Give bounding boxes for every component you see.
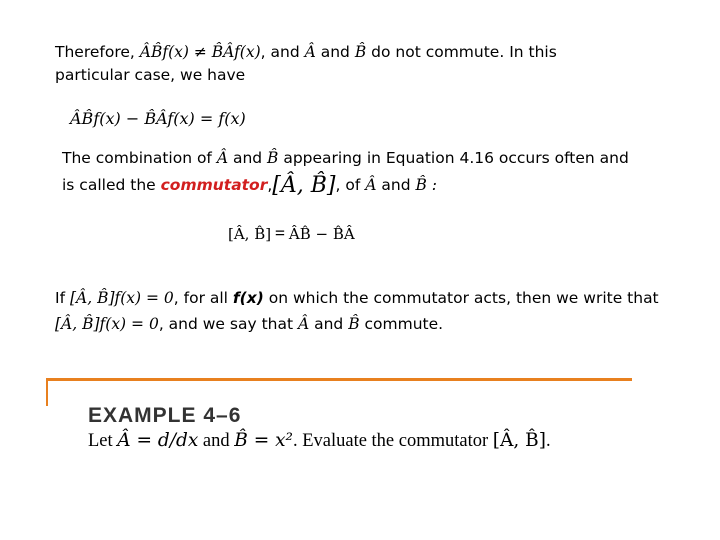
text: and [228, 149, 268, 167]
fx-emphasis: f(x) [232, 289, 264, 307]
math-operator-a: Â [304, 43, 316, 61]
text: and [376, 176, 416, 194]
example-title: EXAMPLE 4–6 [88, 404, 242, 427]
text: commute. [359, 315, 444, 333]
paragraph-if-line2 [55, 313, 443, 336]
text: , [267, 176, 273, 194]
math-operator-a: Â [297, 315, 310, 333]
text: is called the [62, 176, 161, 194]
math-inequality: ÂB̂f(x) ≠ B̂Âf(x) [139, 43, 261, 61]
formula-rhs: ÂB̂ − B̂Â [288, 225, 355, 243]
example-statement [88, 430, 551, 452]
paragraph-therefore-line2: particular case, we have [55, 66, 246, 84]
text: and [309, 315, 349, 333]
formula-lhs: [Â, B̂] [228, 225, 272, 243]
text: on which the commutator acts, then we write that [263, 289, 659, 307]
text: : [426, 176, 438, 194]
text: and [315, 43, 355, 61]
text: , for all [173, 289, 233, 307]
text: , and [260, 43, 305, 61]
paragraph-therefore [55, 41, 557, 64]
text: appearing in Equation 4.16 occurs often and [278, 149, 629, 167]
math-operator-a: Â [216, 149, 229, 167]
equation-difference: ÂB̂f(x) − B̂Âf(x) = f(x) [70, 109, 246, 128]
formula-equals: = [274, 223, 286, 243]
paragraph-combination [62, 147, 629, 170]
text: . [545, 431, 551, 451]
text: The combination of [62, 149, 217, 167]
math-commutator-zero: [Â, B̂]f(x) = 0 [69, 289, 174, 307]
math-operator-b: B̂ [354, 43, 367, 61]
text: Therefore, [55, 43, 140, 61]
text: If [55, 289, 70, 307]
math-a-definition: Â = d/dx [117, 430, 199, 451]
commutator-definition [228, 223, 355, 244]
text: Let [88, 431, 118, 451]
math-operator-b: B̂ [348, 315, 360, 333]
paragraph-combination-line2 [62, 174, 437, 197]
text: and [198, 431, 235, 451]
math-operator-b: B̂ [415, 176, 427, 194]
paragraph-if [55, 287, 659, 310]
text: . Evaluate the commutator [292, 431, 493, 451]
math-commutator-zero: [Â, B̂]f(x) = 0 [55, 315, 159, 333]
math-operator-b: B̂ [267, 149, 279, 167]
math-commutator: [Â, B̂] [272, 173, 336, 198]
text: , of [335, 176, 366, 194]
math-operator-a: Â [365, 176, 377, 194]
text: , and we say that [158, 315, 298, 333]
example-top-rule [46, 378, 632, 381]
text: do not commute. In this [366, 43, 557, 61]
example-left-rule [46, 378, 48, 406]
math-commutator: [Â, B̂] [492, 430, 546, 451]
commutator-term: commutator [160, 176, 268, 194]
math-b-definition: B̂ = x² [234, 430, 293, 451]
